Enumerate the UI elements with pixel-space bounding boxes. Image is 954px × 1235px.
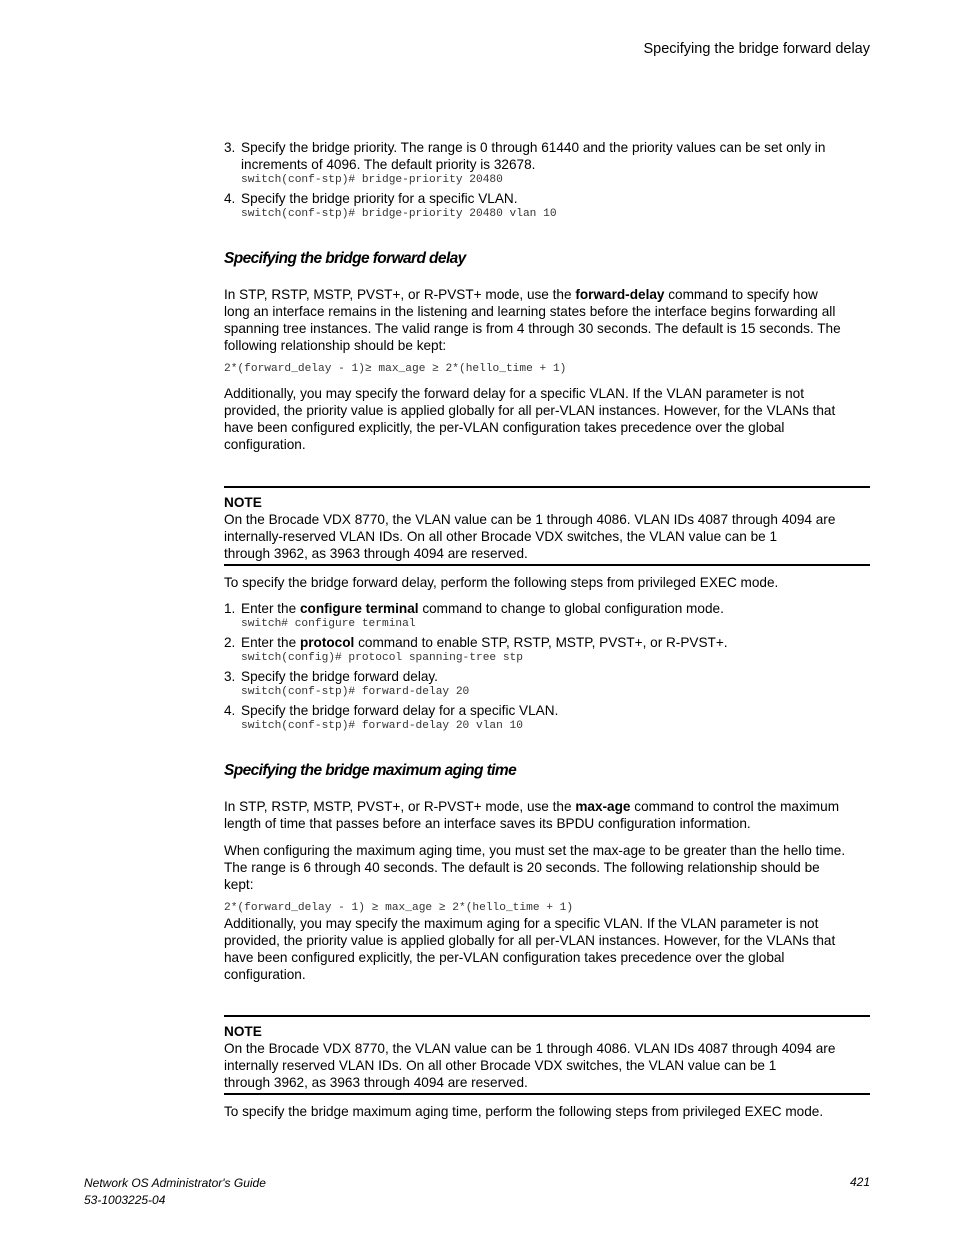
paragraph-line: have been configured explicitly, the per-VLAN configuration takes precedence over the global [224,950,785,966]
paragraph-line: configuration. [224,967,306,983]
step-text: Specify the bridge priority. The range is 0 through 61440 and the priority values can be set only in [241,140,826,155]
step-text: command to change to global configuration mode. [418,601,724,616]
step-number: 1. [224,601,236,616]
max-aging-paragraph [224,842,870,893]
intro-text: In STP, RSTP, MSTP, PVST+, or R-PVST+ mode, use the [224,799,576,814]
forward-delay-intro [224,286,870,354]
command-name: max-age [575,799,631,814]
note-text: On the Brocade VDX 8770, the VLAN value can be 1 through 4086. VLAN IDs 4087 through 4094 are [224,1041,836,1057]
steps-intro: To specify the bridge maximum aging time, perform the following steps from privileged EXEC mode. [224,1104,824,1119]
section-heading-forward-delay: Specifying the bridge forward delay [224,250,466,267]
paragraph-line: configuration. [224,437,306,453]
code-sample: switch(conf-stp)# forward-delay 20 [241,686,470,699]
step-number: 3. [224,669,236,684]
running-header: Specifying the bridge forward delay [643,41,870,57]
intro-text: command to control the maximum [630,799,840,814]
paragraph-line: have been configured explicitly, the per-VLAN configuration takes precedence over the global [224,420,785,436]
step-text: Enter the [241,601,300,616]
step-text: Specify the bridge priority for a specific VLAN. [241,191,518,206]
paragraph-line: Additionally, you may specify the forward delay for a specific VLAN. If the VLAN parameter is not [224,386,805,401]
code-sample: switch(conf-stp)# bridge-priority 20480 vlan 10 [241,208,557,221]
note-text: internally-reserved VLAN IDs. On all other Brocade VDX switches, the VLAN value can be 1 [224,529,778,545]
step-number: 4. [224,191,236,206]
max-aging-intro [224,798,870,832]
paragraph-line: The range is 6 through 40 seconds. The default is 20 seconds. The following relationship should be [224,860,820,876]
code-sample: switch(conf-stp)# forward-delay 20 vlan 10 [241,720,523,733]
note-box [224,486,870,566]
command-name: configure terminal [299,601,419,616]
paragraph-line: provided, the priority value is applied globally for all per-VLAN instances. However, for the VLANs that [224,403,836,419]
note-text: internally reserved VLAN IDs. On all other Brocade VDX switches, the VLAN value can be 1 [224,1058,777,1074]
intro-text: long an interface remains in the listening and learning states before the interface begins forwarding all [224,304,836,320]
guide-title: Network OS Administrator's Guide [84,1176,266,1190]
intro-text: command to specify how [664,287,818,302]
step-text: command to enable STP, RSTP, MSTP, PVST+, or R-PVST+. [354,635,728,650]
code-sample: switch# configure terminal [241,618,416,631]
code-sample: switch(config)# protocol spanning-tree stp [241,652,523,665]
doc-number: 53-1003225-04 [84,1193,166,1207]
intro-text: In STP, RSTP, MSTP, PVST+, or R-PVST+ mode, use the [224,287,576,302]
step-text: Enter the [241,635,300,650]
paragraph-line: kept: [224,877,254,893]
paragraph-line: provided, the priority value is applied globally for all per-VLAN instances. However, for the VLANs that [224,933,836,949]
note-box [224,1015,870,1095]
step-text: Specify the bridge forward delay for a specific VLAN. [241,703,559,718]
note-text: through 3962, as 3963 through 4094 are reserved. [224,1075,528,1091]
command-name: protocol [299,635,355,650]
intro-text: length of time that passes before an interface saves its BPDU configuration information. [224,816,751,832]
fd-step-2 [224,634,870,665]
steps-intro: To specify the bridge forward delay, perform the following steps from privileged EXEC mode. [224,575,779,590]
step-text: Specify the bridge forward delay. [241,669,438,684]
priority-step-3 [224,139,870,187]
formula: 2*(forward_delay - 1) ≥ max_age ≥ 2*(hello_time + 1) [224,902,574,914]
command-name: forward-delay [575,287,665,302]
paragraph-line: When configuring the maximum aging time, you must set the max-age to be greater than the hello time. [224,843,846,858]
priority-step-4 [224,190,870,221]
step-number: 2. [224,635,236,650]
code-sample: switch(conf-stp)# bridge-priority 20480 [241,174,503,187]
note-text: On the Brocade VDX 8770, the VLAN value can be 1 through 4086. VLAN IDs 4087 through 4094 are [224,512,836,528]
fd-step-1 [224,600,870,631]
max-aging-vlan-paragraph [224,915,870,983]
forward-delay-vlan-paragraph [224,385,870,453]
note-label: NOTE [224,1024,262,1039]
paragraph-line: Additionally, you may specify the maximum aging for a specific VLAN. If the VLAN parameter is not [224,916,819,931]
note-text: through 3962, as 3963 through 4094 are reserved. [224,546,528,562]
page-number: 421 [849,1175,870,1189]
intro-text: following relationship should be kept: [224,338,447,354]
intro-text: spanning tree instances. The valid range is from 4 through 30 seconds. The default is 15 seconds. The [224,321,841,337]
step-text: increments of 4096. The default priority is 32678. [241,157,536,173]
note-label: NOTE [224,495,262,510]
formula: 2*(forward_delay - 1)≥ max_age ≥ 2*(hello_time + 1) [224,363,567,375]
step-number: 3. [224,140,236,155]
footer-left [84,1175,266,1209]
fd-step-4 [224,702,870,733]
step-number: 4. [224,703,236,718]
fd-step-3 [224,668,870,699]
section-heading-max-aging: Specifying the bridge maximum aging time [224,762,517,779]
